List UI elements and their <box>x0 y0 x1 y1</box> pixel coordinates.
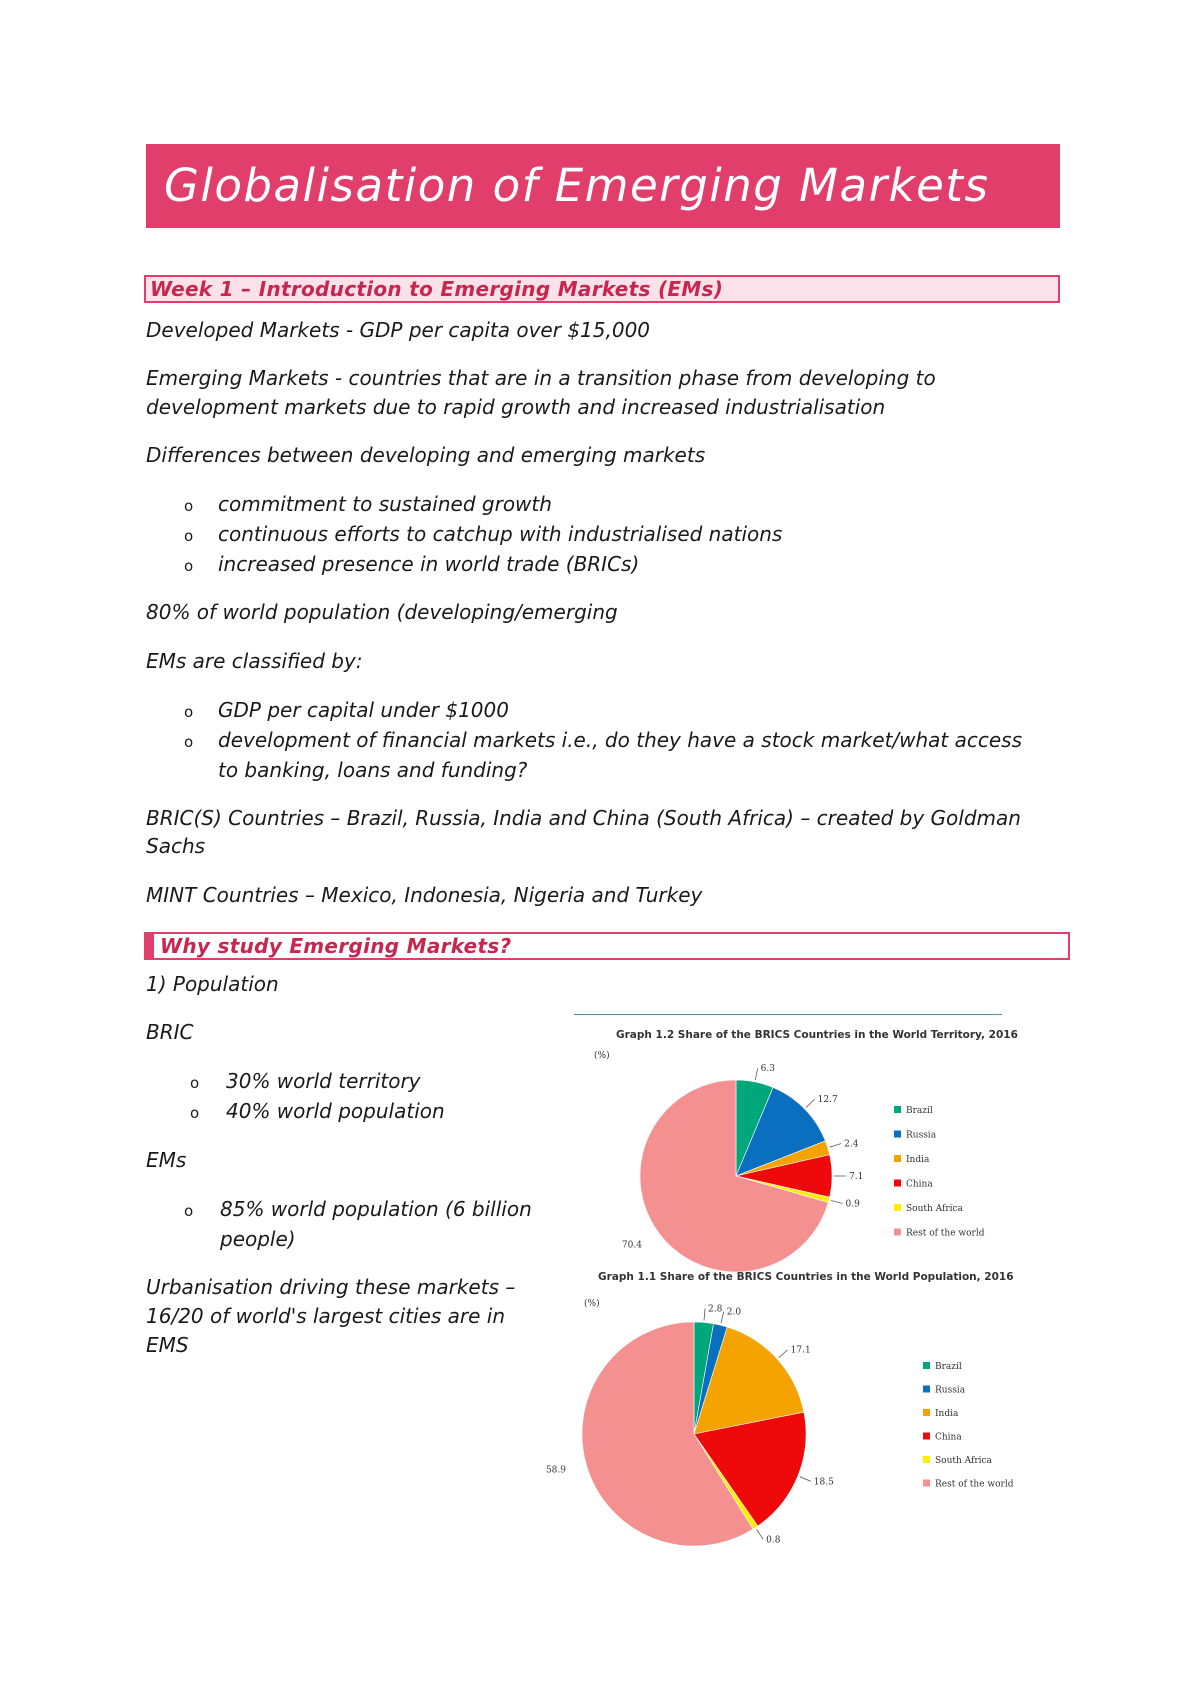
legend-swatch <box>923 1480 930 1487</box>
leader-line <box>704 1308 705 1320</box>
legend-swatch <box>894 1180 901 1187</box>
legend-label: India <box>906 1155 930 1165</box>
data-label: 0.9 <box>845 1199 860 1210</box>
data-label: 7.1 <box>849 1172 864 1182</box>
chart-unit-label: (%) <box>584 1299 600 1309</box>
emerging-markets-line2: development markets due to rapid growth and increased industrialisation <box>146 395 886 419</box>
data-label: 0.8 <box>766 1535 781 1546</box>
leader-line <box>831 1200 843 1203</box>
urbanisation-line3: EMS <box>146 1333 189 1357</box>
data-label: 2.4 <box>844 1139 859 1150</box>
week1-heading <box>144 275 1060 303</box>
legend-label: Brazil <box>906 1106 933 1116</box>
bric-item: 30% world territory <box>226 1069 421 1093</box>
bullet-marker: o <box>190 1074 200 1092</box>
title-banner <box>146 144 1060 228</box>
population-text: 80% of world population (developing/emerging <box>146 600 618 624</box>
legend-swatch <box>923 1433 930 1440</box>
ems-label: EMs <box>146 1148 187 1172</box>
bullet-marker: o <box>184 733 194 751</box>
classified-item-continued: to banking, loans and funding? <box>218 758 528 782</box>
legend-label: Russia <box>906 1130 937 1141</box>
leader-line <box>806 1099 815 1107</box>
leader-line <box>757 1529 764 1539</box>
bullet-marker: o <box>184 497 194 515</box>
bric-countries-line2: Sachs <box>146 834 206 858</box>
legend-swatch <box>923 1362 930 1369</box>
legend-label: Rest of the world <box>906 1228 985 1239</box>
legend-label: South Africa <box>935 1456 992 1466</box>
leader-line <box>755 1068 757 1080</box>
legend-label: China <box>906 1179 933 1190</box>
bullet-marker: o <box>184 527 194 545</box>
bric-label: BRIC <box>146 1020 194 1044</box>
legend-swatch <box>923 1409 930 1416</box>
legend-swatch <box>923 1456 930 1463</box>
bric-countries-line1: BRIC(S) Countries – Brazil, Russia, India and China (South Africa) – created by Goldman <box>146 806 1021 830</box>
classified-item: development of financial markets i.e., do they have a stock market/what access <box>218 728 1023 752</box>
leader-line <box>800 1477 811 1482</box>
legend-label: Brazil <box>935 1362 962 1372</box>
data-label: 58.9 <box>545 1465 566 1476</box>
classified-title: EMs are classified by: <box>146 649 363 673</box>
legend-label: South Africa <box>906 1204 963 1214</box>
urbanisation-line1: Urbanisation driving these markets – <box>146 1275 516 1299</box>
mint-countries-text: MINT Countries – Mexico, Indonesia, Nigeria and Turkey <box>146 883 703 907</box>
legend-swatch <box>894 1229 901 1236</box>
legend-swatch <box>894 1155 901 1162</box>
data-label: 17.1 <box>790 1345 811 1356</box>
leader-line <box>779 1350 788 1358</box>
legend-label: China <box>935 1432 962 1443</box>
urbanisation-line2: 16/20 of world's largest cities are in <box>146 1304 506 1328</box>
bullet-marker: o <box>184 1202 194 1220</box>
data-label: 2.8 <box>708 1304 723 1315</box>
bullet-marker: o <box>190 1104 200 1122</box>
ems-item-line1: 85% world population (6 billion <box>220 1197 532 1221</box>
ems-item-line2: people) <box>220 1227 296 1251</box>
legend-swatch <box>894 1106 901 1113</box>
legend-swatch <box>894 1131 901 1138</box>
chart-title: Graph 1.1 Share of the BRICS Countries in the World Population, 2016 <box>598 1271 1014 1283</box>
why-heading-text: Why study Emerging Markets? <box>160 934 512 958</box>
week1-heading-text: Week 1 – Introduction to Emerging Markets (EMs) <box>150 277 724 301</box>
differences-title: Differences between developing and emerging markets <box>146 443 706 467</box>
difference-item: commitment to sustained growth <box>218 492 552 516</box>
why-heading <box>144 932 1070 960</box>
chart-top-rule <box>574 1014 1002 1015</box>
document-title: Globalisation of Emerging Markets <box>164 159 990 212</box>
leader-line <box>830 1144 841 1148</box>
developed-markets-text: Developed Markets - GDP per capita over $15,000 <box>146 318 651 342</box>
legend-label: Russia <box>935 1385 966 1396</box>
emerging-markets-line1: Emerging Markets - countries that are in a transition phase from developing to <box>146 366 936 390</box>
population-pie-chart <box>545 1262 1040 1562</box>
bric-item: 40% world population <box>226 1099 445 1123</box>
chart-title: Graph 1.2 Share of the BRICS Countries in the World Territory, 2016 <box>616 1029 1018 1041</box>
data-label: 6.3 <box>760 1064 776 1075</box>
data-label: 70.4 <box>621 1240 642 1251</box>
difference-item: increased presence in world trade (BRICs) <box>218 552 640 576</box>
data-label: 18.5 <box>813 1477 834 1488</box>
territory-pie-chart <box>574 1016 1018 1266</box>
legend-swatch <box>894 1204 901 1211</box>
difference-item: continuous efforts to catchup with industrialised nations <box>218 522 783 546</box>
classified-item: GDP per capital under $1000 <box>218 698 509 722</box>
legend-swatch <box>923 1386 930 1393</box>
bullet-marker: o <box>184 557 194 575</box>
bullet-marker: o <box>184 703 194 721</box>
data-label: 2.0 <box>726 1307 742 1318</box>
legend-label: Rest of the world <box>935 1479 1014 1490</box>
chart-unit-label: (%) <box>594 1051 610 1061</box>
population-subtitle: 1) Population <box>146 972 279 996</box>
data-label: 12.7 <box>817 1095 838 1106</box>
legend-label: India <box>935 1409 959 1419</box>
